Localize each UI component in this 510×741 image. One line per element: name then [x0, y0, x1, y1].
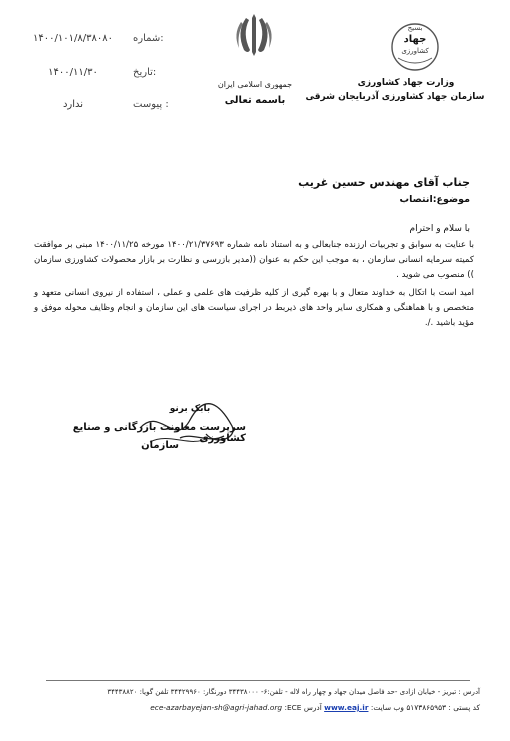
republic-label: جمهوری اسلامی ایران [217, 80, 293, 89]
date-value: ۱۴۰۰/۱۱/۳۰ [48, 67, 98, 78]
signatory-org: سازمان [141, 440, 179, 451]
website-link[interactable]: www.eaj.ir [324, 703, 369, 712]
signatory-title: سرپرست معاونت بازرگانی و صنایع کشاورزی [72, 422, 246, 444]
footer-postal: کد پستی : ۵۱۷۳۸۶۵۹۵۳ وب سایت: [370, 703, 480, 712]
footer-contact [20, 703, 480, 712]
footer-address: آدرس : تبریز - خیابان ازادی -حد فاصل میدان جهاد و چهار راه لاله - تلفن:۶- ۳۴۴۳۸۰۰۰ دورنگار: ۳۴۴۲۹۹۶۰ تلفن گویا: ۳۴۴۳۸۸۲۰ [107, 688, 480, 696]
iran-emblem-icon [232, 10, 276, 60]
signatory-name: بابک برنو [169, 404, 211, 414]
ece-label: آدرس ECE: [284, 703, 322, 712]
date-label: تاریخ: [133, 67, 157, 78]
attachment-label: پیوست : [133, 99, 169, 110]
ministry-name: وزارت جهاد کشاورزی [357, 78, 455, 88]
subject-line: موضوع:انتصاب [399, 194, 470, 205]
body-paragraph-2: امید است با اتکال به خداوند متعال و با بهره گیری از کلیه ظرفیت های علمی و عملی ، استفاده از نیروی انسانی متعهد و متخصص و با هماهنگی و همکاری سایر واحد های ذیربط در اجرای سیاست های این سازمان و انجام وظایف محوله موفق و مؤید باشید ./. [34, 288, 474, 328]
number-label: شماره: [133, 33, 164, 44]
logo-subtitle: کشاورزی [401, 47, 429, 55]
bismillah-label: باسمه تعالی [224, 95, 286, 106]
greeting-line: با سلام و احترام [409, 224, 470, 234]
logo-caption: بسیج [407, 24, 423, 32]
attachment-value: ندارد [62, 99, 84, 110]
logo-title: جهاد [403, 34, 427, 45]
organization-name: سازمان جهاد کشاورزی آذربایجان شرقی [305, 92, 485, 102]
ece-email[interactable]: ece-azarbayejan-sh@agri-jahad.org [150, 703, 283, 712]
recipient-line: جناب آقای مهندس حسین غریب [298, 176, 470, 189]
footer-divider [46, 680, 470, 681]
body-paragraph-1: با عنایت به سوابق و تجربیات ارزنده جنابعالی و به استناد نامه شماره ۱۴۰۰/۲۱/۳۷۶۹۳ مورخه ۱۴۰۰/۱۱/۲۵ مبنی بر موافقت کمیته سرمایه انسانی سازمان ، به موجب این حکم به عنوان ((مدیر بازرسی و نظارت بر بازار محصولات کشاورزی سازمان )) منصوب می شوید . [34, 240, 475, 280]
number-value: ۱۴۰۰/۱۰۱/۸/۳۸۰۸۰ [33, 33, 113, 44]
